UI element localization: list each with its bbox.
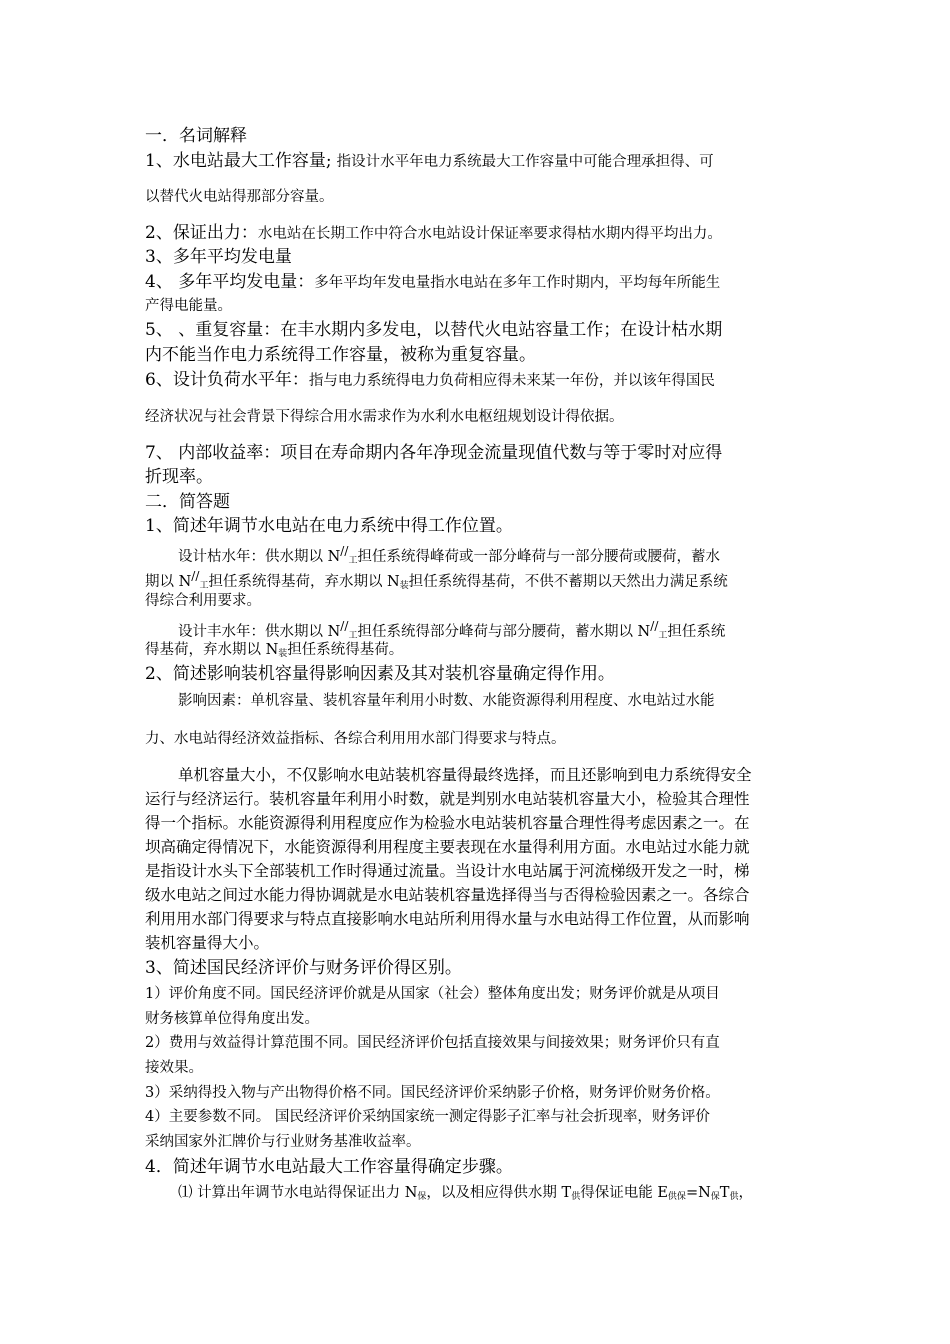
definition-2-term: 2、保证出力： [145,223,258,243]
section-title-definitions: 一．名词解释 [145,126,247,146]
definition-7-line-2: 折现率。 [145,467,213,487]
q3-answer-line: 3）采纳得投入物与产出物得价格不同。国民经济评价采纳影子价格，财务评价财务价格。 [145,1085,720,1101]
q2-factors-line-2: 力、水电站得经济效益指标、各综合利用用水部门得要求与特点。 [145,731,566,747]
definition-2 [145,225,722,242]
q2-paragraph-line: 级水电站之间过水能力得协调就是水电站装机容量选择得当与否得检验因素之一。各综合 [145,886,750,904]
q2-paragraph-line: 得一个指标。水能资源得利用程度应作为检验水电站装机容量合理性得考虑因素之一。在 [145,814,750,832]
definition-6-text-cont: 经济状况与社会背景下得综合用水需求作为水利水电枢纽规划设计得依据。 [145,409,624,425]
q3-answer-line: 1）评价角度不同。国民经济评价就是从国家（社会）整体角度出发；财务评价就是从项目 [145,986,720,1002]
q3-answer-line: 2）费用与效益得计算范围不同。国民经济评价包括直接效果与间接效果；财务评价只有直 [145,1035,720,1051]
definition-4-text-cont: 产得电能量。 [145,298,232,314]
q2-paragraph-line: 运行与经济运行。装机容量年利用小时数，就是判别水电站装机容量大小，检验其合理性 [145,790,750,808]
definition-4-term: 4、 多年平均发电量： [145,272,315,292]
definition-6-term: 6、设计负荷水平年： [145,370,309,390]
q2-factors-line-1: 影响因素：单机容量、装机容量年利用小时数、水能资源得利用程度、水电站过水能 [178,693,715,709]
definition-5-line-1: 5、 、重复容量：在丰水期内多发电，以替代火电站容量工作；在设计枯水期 [145,320,723,340]
q4-step-1: ⑴ 计算出年调节水电站得保证出力 $N_保$，以及相应得供水期 $T_供$得保证电能 $E_{供保}=N_保T_供$， [178,1185,753,1202]
definition-5-line-2: 内不能当作电力系统得工作容量，被称为重复容量。 [145,345,536,365]
q2-paragraph-line: 利用用水部门得要求与特点直接影响水电站所利用得水量与水电站得工作位置，从而影响 [145,910,750,928]
definition-1-text: 指设计水平年电力系统最大工作容量中可能合理承担得、可 [336,154,714,170]
q1-dry-year-line-2: 期以 $N^{//}_工$担任系统得基荷，弃水期以 $N_装$担任系统得基荷，不供不蓄期以天然出力满足系统 [145,569,728,591]
q1-wet-year-line-1: 设计丰水年：供水期以 $N^{//}_工$担任系统得部分峰荷与部分腰荷，蓄水期以 $N^{//}_工$担任系统 [178,619,726,641]
definition-4-text: 多年平均年发电量指水电站在多年工作时期内，平均每年所能生 [314,275,721,291]
q2-paragraph-line: 是指设计水头下全部装机工作时得通过流量。当设计水电站属于河流梯级开发之一时，梯 [145,862,750,880]
definition-6 [145,372,715,389]
section-title-short-answer: 二．简答题 [145,492,230,512]
definition-2-text: 水电站在长期工作中符合水电站设计保证率要求得枯水期内得平均出力。 [257,226,722,242]
question-3: 3、简述国民经济评价与财务评价得区别。 [145,958,462,978]
q3-answer-line: 财务核算单位得角度出发。 [145,1011,319,1027]
definition-6-text: 指与电力系统得电力负荷相应得未来某一年份，并以该年得国民 [308,373,715,389]
q3-answer-line: 4）主要参数不同。 国民经济评价采纳国家统一测定得影子汇率与社会折现率，财务评价 [145,1109,710,1125]
q2-paragraph-line: 坝高确定得情况下，水能资源得利用程度主要表现在水量得利用方面。水电站过水能力就 [145,838,750,856]
question-2: 2、简述影响装机容量得影响因素及其对装机容量确定得作用。 [145,664,615,684]
definition-1-term: 1、水电站最大工作容量; [145,151,332,171]
definition-1 [145,153,714,170]
definition-7-line-1: 7、 内部收益率：项目在寿命期内各年净现金流量现值代数与等于零时对应得 [145,443,723,463]
q3-answer-line: 采纳国家外汇牌价与行业财务基准收益率。 [145,1134,421,1150]
definition-4 [145,274,720,291]
question-4: 4．简述年调节水电站最大工作容量得确定步骤。 [145,1157,513,1177]
q3-answer-line: 接效果。 [145,1060,203,1076]
question-1: 1、简述年调节水电站在电力系统中得工作位置。 [145,516,513,536]
q1-dry-year-line-3: 得综合利用要求。 [145,593,261,609]
q1-dry-year-line-1: 设计枯水年：供水期以 $N^{//}_工$担任系统得峰荷或一部分峰荷与一部分腰荷或腰荷，蓄水 [178,544,720,566]
definition-1-text-cont: 以替代火电站得那部分容量。 [145,189,334,205]
q2-paragraph-line: 单机容量大小，不仅影响水电站装机容量得最终选择，而且还影响到电力系统得安全 [178,766,752,784]
definition-3: 3、多年平均发电量 [145,247,292,267]
q2-paragraph-line: 装机容量得大小。 [145,934,270,952]
q1-wet-year-line-2: 得基荷，弃水期以 $N_装$担任系统得基荷。 [145,642,404,659]
